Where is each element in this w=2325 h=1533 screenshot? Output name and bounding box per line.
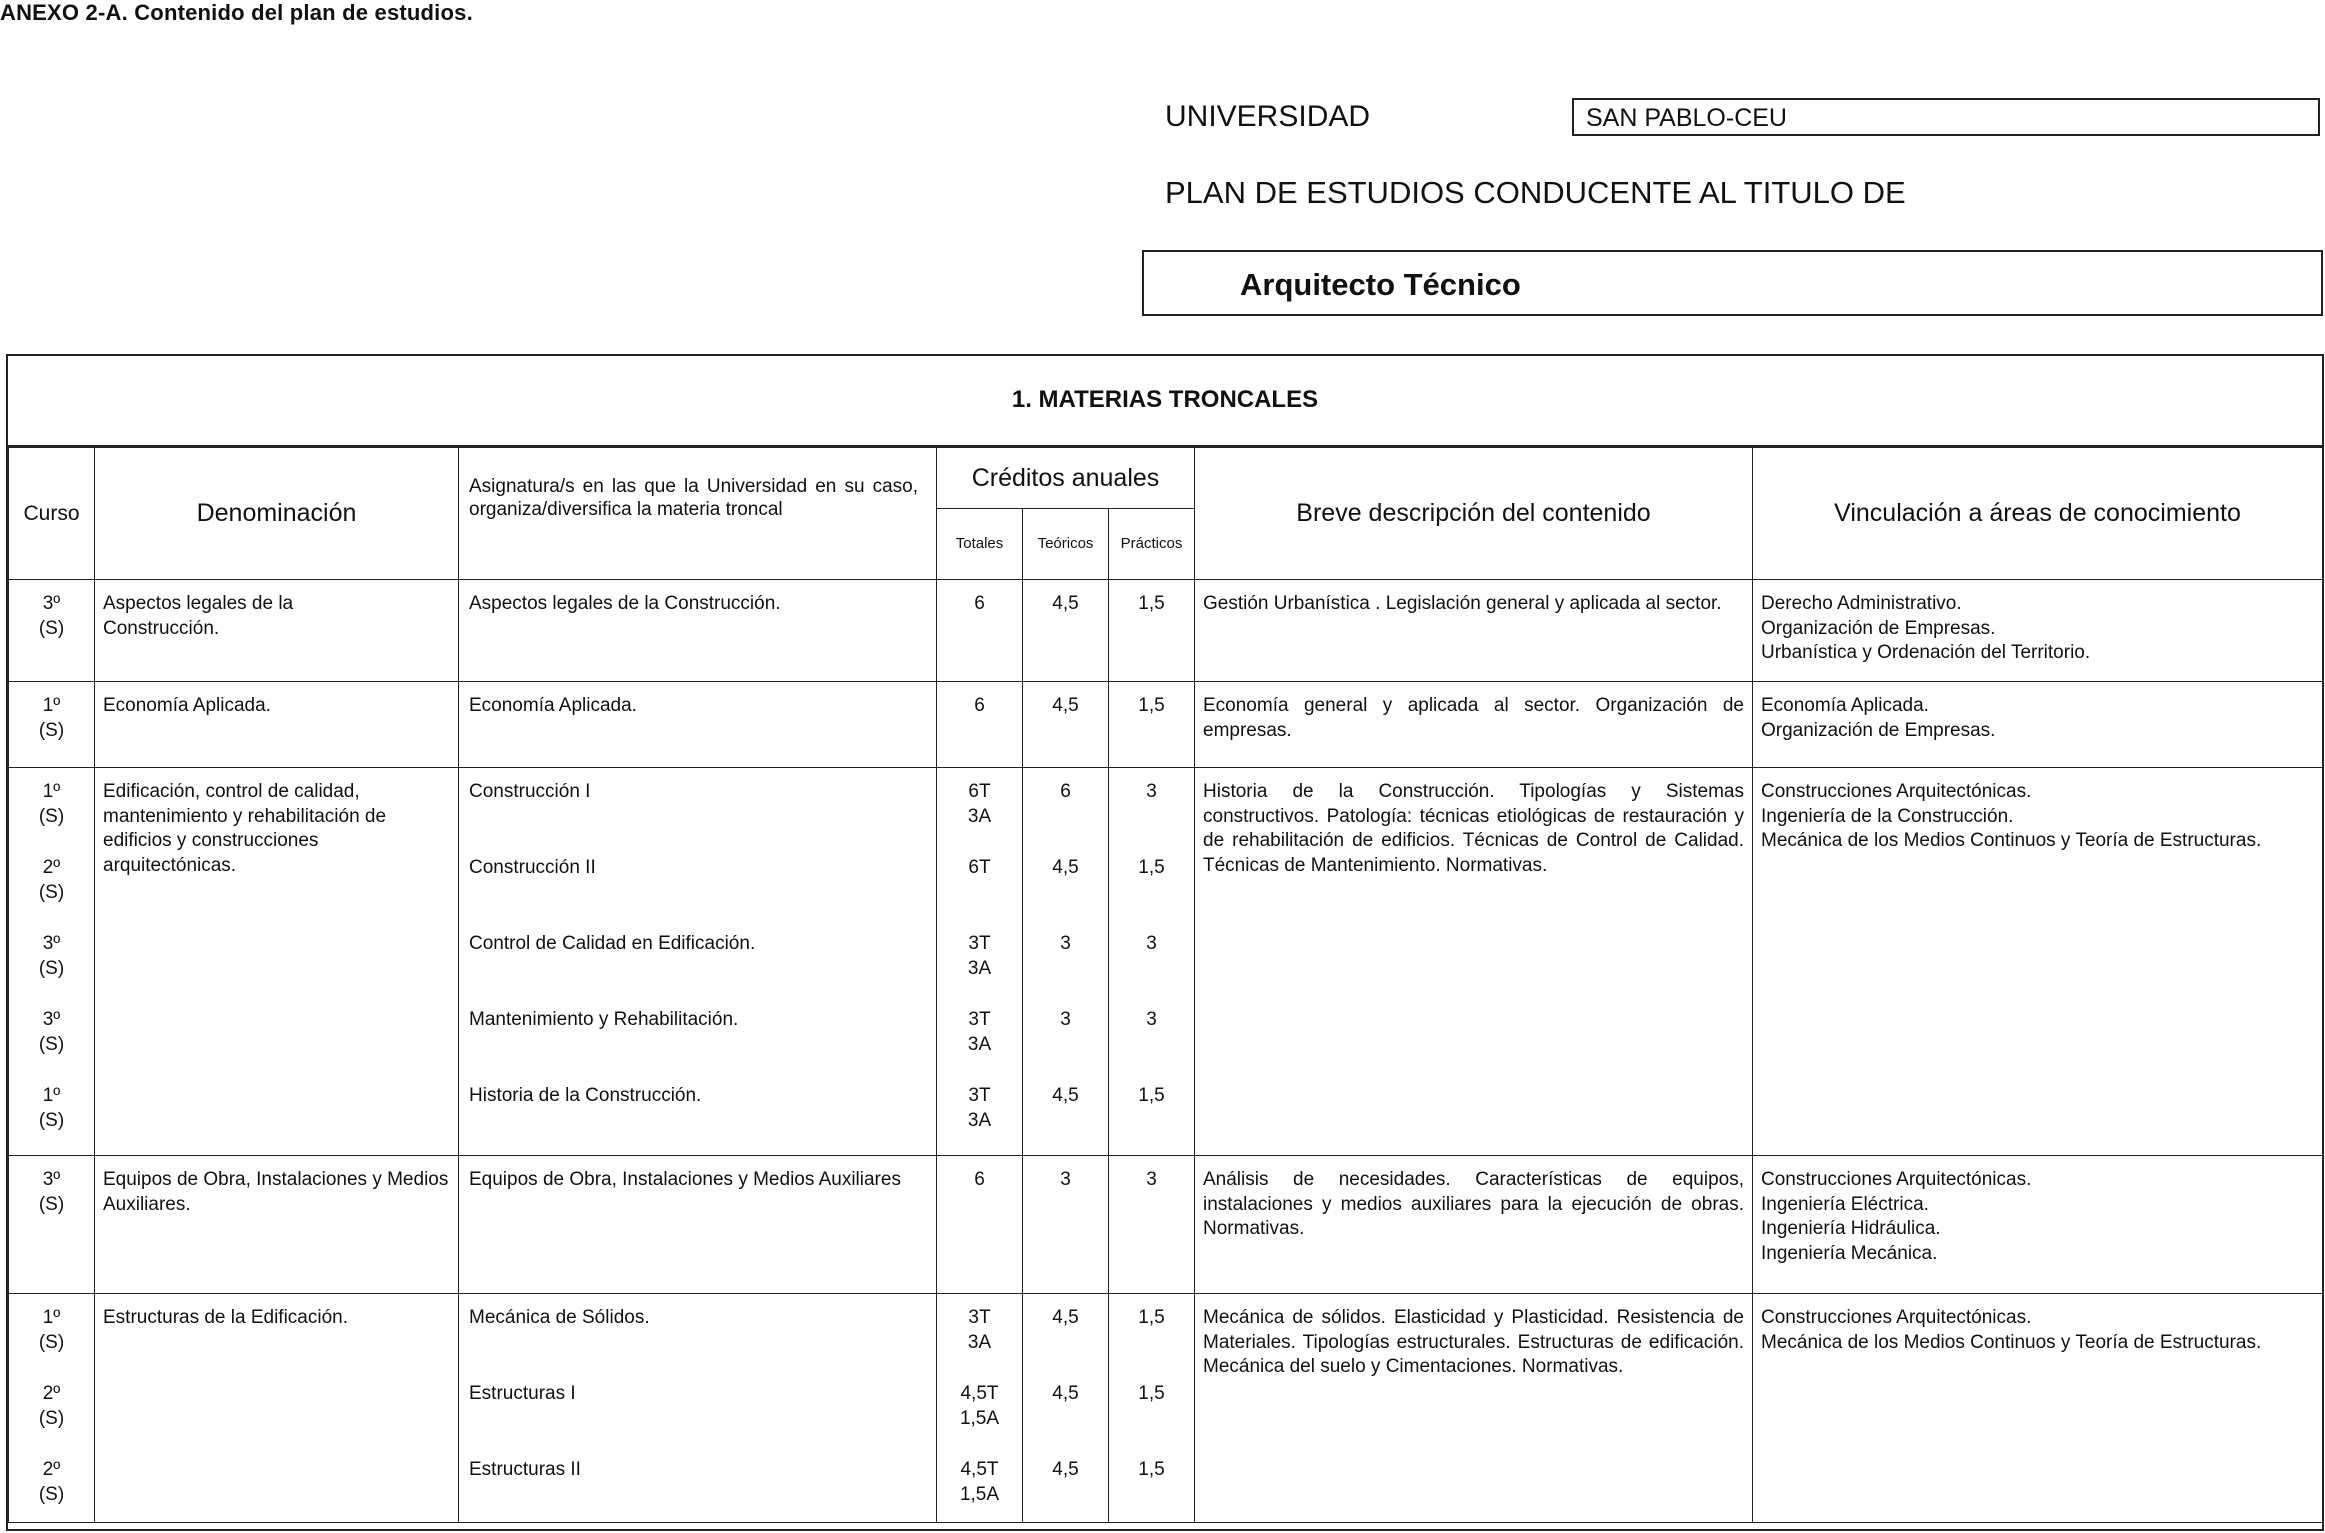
vinculacion-cell xyxy=(1753,682,2323,768)
vinculacion-text: Construcciones Arquitectónicas. Mecánica de los Medios Continuos y Teoría de Estructuras. xyxy=(1761,1307,2262,1353)
descripcion-text: Gestión Urbanística . Legislación general y aplicada al sector. xyxy=(1203,593,1722,614)
asignatura-value: Construcción II xyxy=(469,857,596,878)
asignatura-value: Aspectos legales de la Construcción. xyxy=(469,593,781,614)
teoricos-value: 4,5 xyxy=(1052,1383,1079,1404)
descripcion-text: Historia de la Construcción. Tipologías y Sistemas constructivos. Patología: técnicas etiológicas de restauración y de rehabilitación de edificios. Técnicas de Control de Calidad. Técnicas de Mantenimiento. Normativas. xyxy=(1203,781,1744,877)
curso-cell xyxy=(9,1156,95,1294)
col-header-descripcion: Breve descripción del contenido xyxy=(1195,448,1753,580)
col-header-vinculacion: Vinculación a áreas de conocimiento xyxy=(1753,448,2323,580)
denominacion-text: Edificación, control de calidad, mantenimiento y rehabilitación de edificios y construcciones arquitectónicas. xyxy=(103,781,387,877)
totales-cell xyxy=(937,580,1023,682)
vinculacion-cell xyxy=(1753,1156,2323,1294)
totales-value: 4,5T 1,5A xyxy=(959,1459,1000,1505)
practicos-value: 1,5 xyxy=(1138,1383,1165,1404)
teoricos-value: 4,5 xyxy=(1052,593,1079,614)
vinculacion-text: Construcciones Arquitectónicas. Ingeniería Eléctrica. Ingeniería Hidráulica. Ingeniería Mecánica. xyxy=(1761,1169,2032,1265)
plan-label: PLAN DE ESTUDIOS CONDUCENTE AL TITULO DE xyxy=(1165,175,1906,210)
curso-cell xyxy=(9,682,95,768)
annex-title: ANEXO 2-A. Contenido del plan de estudios. xyxy=(0,0,473,25)
table-row xyxy=(9,580,2323,682)
curso-value: 3º (S) xyxy=(38,593,65,639)
practicos-value: 1,5 xyxy=(1138,1459,1165,1480)
practicos-value: 1,5 xyxy=(1138,695,1165,716)
teoricos-value: 6 xyxy=(1060,781,1071,802)
totales-cell xyxy=(937,1294,1023,1523)
denominacion-text: Economía Aplicada. xyxy=(103,695,271,716)
practicos-value: 3 xyxy=(1146,933,1157,954)
asignatura-value: Construcción I xyxy=(469,781,591,802)
vinculacion-text: Derecho Administrativo. Organización de Empresas. Urbanística y Ordenación del Territorio. xyxy=(1761,593,2091,664)
totales-value: 3T 3A xyxy=(967,933,992,979)
practicos-cell xyxy=(1109,768,1195,1156)
practicos-value: 1,5 xyxy=(1138,1307,1165,1328)
descripcion-cell xyxy=(1195,682,1753,768)
practicos-cell xyxy=(1109,682,1195,768)
vinculacion-cell xyxy=(1753,768,2323,1156)
asignatura-value: Economía Aplicada. xyxy=(469,695,637,716)
section-title: 1. MATERIAS TRONCALES xyxy=(8,356,2322,447)
teoricos-cell xyxy=(1023,580,1109,682)
totales-cell xyxy=(937,768,1023,1156)
curso-cell xyxy=(9,1294,95,1523)
teoricos-value: 4,5 xyxy=(1052,1459,1079,1480)
vinculacion-text: Economía Aplicada. Organización de Empresas. xyxy=(1761,695,1996,741)
denominacion-cell xyxy=(95,1294,459,1523)
curso-value: 1º (S) xyxy=(38,1307,65,1353)
table-row xyxy=(9,768,2323,1156)
col-header-practicos: Prácticos xyxy=(1109,509,1195,580)
curso-value: 2º (S) xyxy=(38,1459,65,1505)
practicos-cell xyxy=(1109,1294,1195,1523)
asignatura-cell xyxy=(459,580,937,682)
curso-value: 3º (S) xyxy=(38,933,65,979)
col-header-denominacion: Denominación xyxy=(95,448,459,580)
denominacion-cell xyxy=(95,1156,459,1294)
totales-cell xyxy=(937,682,1023,768)
teoricos-value: 3 xyxy=(1060,1009,1071,1030)
totales-value: 3T 3A xyxy=(967,1009,992,1055)
troncales-frame xyxy=(6,354,2324,1531)
curso-cell xyxy=(9,768,95,1156)
practicos-cell xyxy=(1109,580,1195,682)
col-header-totales: Totales xyxy=(937,509,1023,580)
totales-value: 6 xyxy=(974,695,985,716)
degree-title-box: Arquitecto Técnico xyxy=(1142,250,2323,316)
asignatura-value: Control de Calidad en Edificación. xyxy=(469,933,756,954)
practicos-value: 3 xyxy=(1146,1009,1157,1030)
teoricos-cell xyxy=(1023,1294,1109,1523)
curso-value: 1º (S) xyxy=(38,1085,65,1131)
practicos-value: 1,5 xyxy=(1138,593,1165,614)
descripcion-text: Mecánica de sólidos. Elasticidad y Plasticidad. Resistencia de Materiales. Tipologías estructurales. Estructuras de edificación. Mecánica del suelo y Cimentaciones. Normativas. xyxy=(1203,1307,1744,1378)
university-value-box: SAN PABLO-CEU xyxy=(1572,98,2320,136)
col-header-creditos: Créditos anuales xyxy=(937,448,1195,509)
table-row xyxy=(9,1156,2323,1294)
curso-value: 1º (S) xyxy=(38,695,65,741)
totales-value: 6 xyxy=(974,593,985,614)
teoricos-cell xyxy=(1023,682,1109,768)
denominacion-text: Estructuras de la Edificación. xyxy=(103,1307,349,1328)
denominacion-text: Equipos de Obra, Instalaciones y Medios Auxiliares. xyxy=(103,1169,449,1215)
curso-value: 3º (S) xyxy=(38,1009,65,1055)
asignatura-value: Estructuras II xyxy=(469,1459,581,1480)
curso-value: 2º (S) xyxy=(38,857,65,903)
practicos-value: 1,5 xyxy=(1138,857,1165,878)
descripcion-text: Análisis de necesidades. Características de equipos, instalaciones y medios auxiliares para la ejecución de obras. Normativas. xyxy=(1203,1169,1744,1240)
teoricos-cell xyxy=(1023,1156,1109,1294)
practicos-cell xyxy=(1109,1156,1195,1294)
curso-value: 3º (S) xyxy=(38,1169,65,1215)
subjects-table xyxy=(8,447,2323,1523)
table-row xyxy=(9,1294,2323,1523)
asignatura-cell xyxy=(459,1156,937,1294)
totales-value: 4,5T 1,5A xyxy=(959,1383,1000,1429)
vinculacion-text: Construcciones Arquitectónicas. Ingeniería de la Construcción. Mecánica de los Medios Continuos y Teoría de Estructuras. xyxy=(1761,781,2262,852)
curso-value: 2º (S) xyxy=(38,1383,65,1429)
descripcion-cell xyxy=(1195,768,1753,1156)
teoricos-cell xyxy=(1023,768,1109,1156)
descripcion-text: Economía general y aplicada al sector. Organización de empresas. xyxy=(1203,695,1744,741)
practicos-value: 3 xyxy=(1146,1169,1157,1190)
denominacion-cell xyxy=(95,768,459,1156)
university-label: UNIVERSIDAD xyxy=(1165,100,1371,133)
practicos-value: 3 xyxy=(1146,781,1157,802)
descripcion-cell xyxy=(1195,580,1753,682)
teoricos-value: 3 xyxy=(1060,933,1071,954)
asignatura-value: Mantenimiento y Rehabilitación. xyxy=(469,1009,739,1030)
asignatura-value: Estructuras I xyxy=(469,1383,576,1404)
asignatura-value: Equipos de Obra, Instalaciones y Medios Auxiliares xyxy=(469,1169,901,1190)
teoricos-value: 4,5 xyxy=(1052,695,1079,716)
totales-value: 6 xyxy=(974,1169,985,1190)
denominacion-cell xyxy=(95,682,459,768)
col-header-teoricos: Teóricos xyxy=(1023,509,1109,580)
curso-cell xyxy=(9,580,95,682)
asignatura-cell xyxy=(459,1294,937,1523)
descripcion-cell xyxy=(1195,1294,1753,1523)
teoricos-value: 4,5 xyxy=(1052,1085,1079,1106)
denominacion-cell xyxy=(95,580,459,682)
asignatura-cell xyxy=(459,768,937,1156)
asignatura-cell xyxy=(459,682,937,768)
descripcion-cell xyxy=(1195,1156,1753,1294)
teoricos-value: 4,5 xyxy=(1052,1307,1079,1328)
col-header-curso: Curso xyxy=(9,448,95,580)
table-row xyxy=(9,682,2323,768)
practicos-value: 1,5 xyxy=(1138,1085,1165,1106)
totales-value: 6T 3A xyxy=(967,781,992,827)
totales-value: 3T 3A xyxy=(967,1307,992,1353)
vinculacion-cell xyxy=(1753,580,2323,682)
denominacion-text: Aspectos legales de la Construcción. xyxy=(103,593,294,639)
teoricos-value: 4,5 xyxy=(1052,857,1079,878)
teoricos-value: 3 xyxy=(1060,1169,1071,1190)
vinculacion-cell xyxy=(1753,1294,2323,1523)
asignatura-value: Historia de la Construcción. xyxy=(469,1085,702,1106)
totales-cell xyxy=(937,1156,1023,1294)
totales-value: 6T xyxy=(968,857,991,878)
col-header-asignatura: Asignatura/s en las que la Universidad en su caso, organiza/diversifica la materia troncal xyxy=(459,448,937,580)
curso-value: 1º (S) xyxy=(38,781,65,827)
totales-value: 3T 3A xyxy=(967,1085,992,1131)
asignatura-value: Mecánica de Sólidos. xyxy=(469,1307,650,1328)
